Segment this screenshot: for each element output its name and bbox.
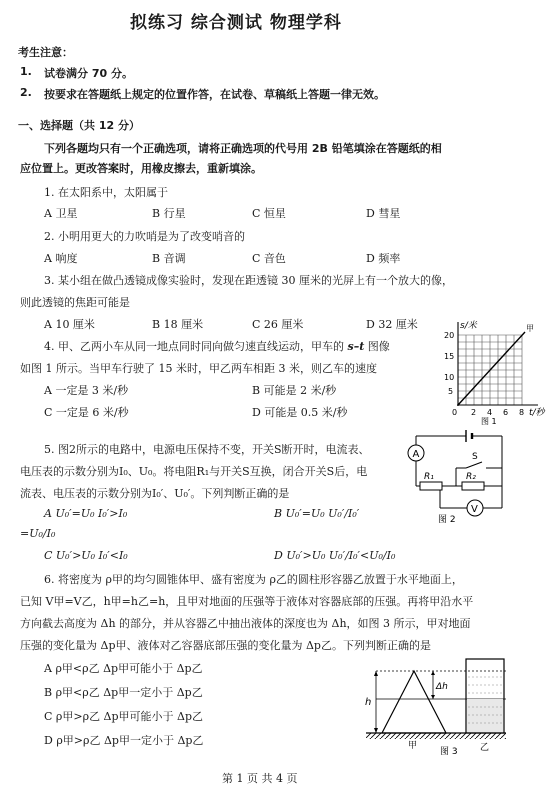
notice-item-1: 试卷满分 70 分。 bbox=[44, 67, 133, 80]
page-title: 拟练习 综合测试 物理学科 bbox=[130, 13, 342, 33]
q5-option-d: D U₀′>U₀ U₀′/I₀′<U₀/I₀ bbox=[274, 549, 396, 562]
ammeter-label: A bbox=[412, 449, 420, 460]
figure-3-right-label: 乙 bbox=[480, 743, 490, 753]
q5-stem-3: 流表、电压表的示数分别为I₀′、U₀′。下列判断正确的是 bbox=[20, 487, 290, 500]
cone-jia-icon bbox=[382, 671, 446, 733]
switch-label: S bbox=[472, 452, 478, 462]
q6-stem-4: 压强的变化量为 Δp甲、液体对乙容器底部压强的变化量为 Δp乙。下列判断正确的是 bbox=[20, 639, 431, 652]
q4-option-a: A 一定是 3 米/秒 bbox=[44, 384, 129, 397]
q2-option-c: C 音色 bbox=[252, 252, 286, 265]
section-heading: 一、选择题（共 12 分） bbox=[18, 119, 140, 132]
section-instructions-2: 应位置上。更改答案时，用橡皮擦去，重新填涂。 bbox=[20, 162, 262, 175]
figure-1-st-graph bbox=[438, 318, 550, 426]
h-label: h bbox=[365, 697, 372, 708]
q1-option-d: D 彗星 bbox=[366, 207, 401, 220]
figure-2-circuit bbox=[406, 426, 514, 526]
q4-option-d: D 可能是 0.5 米/秒 bbox=[252, 406, 348, 419]
q5-stem-2: 电压表的示数分别为I₀、U₀。将电阻R₁与开关S互换，闭合开关S后，电 bbox=[20, 465, 368, 478]
q5-option-b-cont: =U₀/I₀ bbox=[20, 527, 56, 540]
q1-stem: 1. 在太阳系中，太阳属于 bbox=[44, 186, 168, 199]
q2-option-a: A 响度 bbox=[44, 252, 78, 265]
q6-stem-2: 已知 V甲=V乙，h甲=h乙=h，且甲对地面的压强等于液体对容器底部的压强。再将甲沿水平 bbox=[20, 595, 474, 608]
q2-option-b: B 音调 bbox=[152, 252, 186, 265]
q4-option-b: B 可能是 2 米/秒 bbox=[252, 384, 337, 397]
notice-item-2-num: 2. bbox=[20, 86, 32, 99]
notice-heading: 考生注意： bbox=[18, 46, 73, 59]
q3-option-d: D 32 厘米 bbox=[366, 318, 418, 331]
dh-arrow-top bbox=[431, 671, 435, 675]
figure-1-xtick-8: 8 bbox=[519, 408, 525, 417]
q4-stem-st: s–t bbox=[347, 340, 365, 353]
figure-3-caption: 图 3 bbox=[440, 747, 458, 757]
figure-1-xlabel: t/秒 bbox=[529, 408, 545, 418]
figure-1-xtick-6: 6 bbox=[503, 408, 509, 417]
h-arrow-bottom bbox=[374, 728, 378, 733]
dh-label: Δh bbox=[436, 682, 448, 692]
q1-option-a: A 卫星 bbox=[44, 207, 78, 220]
q4-stem-1 bbox=[44, 338, 390, 354]
figure-1-xtick-4: 4 bbox=[487, 408, 493, 417]
figure-3-left-label: 甲 bbox=[408, 741, 418, 751]
voltmeter-label: V bbox=[471, 504, 478, 515]
q5-option-c: C U₀′>U₀ I₀′<I₀ bbox=[44, 549, 128, 562]
resistor-r1-icon bbox=[420, 482, 442, 490]
page-footer: 第 1 页 共 4 页 bbox=[222, 772, 298, 785]
figure-1-ytick-5: 5 bbox=[448, 387, 454, 396]
q3-stem-1: 3. 某小组在做凸透镜成像实验时，发现在距透镜 30 厘米的光屏上有一个放大的像， bbox=[44, 274, 453, 287]
q5-option-b: B U₀′=U₀ U₀′/I₀′ bbox=[274, 507, 360, 520]
q1-option-c: C 恒星 bbox=[252, 207, 286, 220]
q6-option-c: C ρ甲>ρ乙 Δp甲可能小于 Δp乙 bbox=[44, 710, 204, 723]
q6-option-a: A ρ甲<ρ乙 Δp甲可能小于 Δp乙 bbox=[44, 662, 203, 675]
section-instructions-1: 下列各题均只有一个正确选项，请将正确选项的代号用 2B 铅笔填涂在答题纸的相 bbox=[44, 142, 442, 155]
q4-stem-2: 如图 1 所示。当甲车行驶了 15 米时，甲乙两车相距 3 米，则乙车的速度 bbox=[20, 362, 377, 375]
notice-item-1-num: 1. bbox=[20, 65, 32, 78]
q3-option-b: B 18 厘米 bbox=[152, 318, 204, 331]
figure-2-caption: 图 2 bbox=[438, 515, 456, 525]
notice-item-2: 按要求在答题纸上规定的位置作答，在试卷、草稿纸上答题一律无效。 bbox=[44, 88, 385, 101]
q6-option-b: B ρ甲<ρ乙 Δp甲一定小于 Δp乙 bbox=[44, 686, 203, 699]
resistor-r2-label: R₂ bbox=[466, 472, 476, 482]
figure-1-caption: 图 1 bbox=[481, 417, 497, 426]
h-arrow-top bbox=[374, 671, 378, 676]
figure-1-line-label: 甲 bbox=[526, 324, 534, 333]
figure-1-ytick-20: 20 bbox=[444, 331, 455, 340]
dh-arrow-bottom bbox=[431, 695, 435, 699]
figure-1-ylabel: s/米 bbox=[460, 321, 477, 331]
figure-3-cone-container bbox=[356, 653, 516, 758]
q5-option-a: A U₀′=U₀ I₀′>I₀ bbox=[44, 507, 128, 520]
figure-1-line-jia bbox=[458, 332, 525, 405]
q4-stem-1-end: 图像 bbox=[367, 340, 390, 353]
q5-stem-1: 5. 图2所示的电路中，电源电压保持不变，开关S断开时，电流表、 bbox=[44, 443, 370, 456]
figure-1-ytick-15: 15 bbox=[444, 352, 455, 361]
container-yi-liquid bbox=[467, 699, 503, 732]
figure-1-ytick-10: 10 bbox=[444, 373, 455, 382]
q1-option-b: B 行星 bbox=[152, 207, 186, 220]
q4-stem-1-text: 4. 甲、乙两小车从同一地点同时同向做匀速直线运动，甲车的 bbox=[44, 340, 344, 353]
q4-option-c: C 一定是 6 米/秒 bbox=[44, 406, 129, 419]
figure-1-xtick-2: 2 bbox=[471, 408, 477, 417]
figure-1-xtick-0: 0 bbox=[452, 408, 458, 417]
resistor-r1-label: R₁ bbox=[424, 472, 434, 482]
q6-stem-3: 方向截去高度为 Δh 的部分，并从容器乙中抽出液体的深度也为 Δh，如图 3 所示，甲对地面 bbox=[20, 617, 471, 630]
q2-stem: 2. 小明用更大的力吹哨是为了改变哨音的 bbox=[44, 230, 245, 243]
q6-stem-1: 6. 将密度为 ρ甲的均匀圆锥体甲、盛有密度为 ρ乙的圆柱形容器乙放置于水平地面上， bbox=[44, 573, 463, 586]
q3-option-c: C 26 厘米 bbox=[252, 318, 304, 331]
q6-option-d: D ρ甲>ρ乙 Δp甲一定小于 Δp乙 bbox=[44, 734, 204, 747]
q2-option-d: D 频率 bbox=[366, 252, 401, 265]
resistor-r2-icon bbox=[462, 482, 484, 490]
q3-option-a: A 10 厘米 bbox=[44, 318, 95, 331]
ground-hatch bbox=[366, 733, 506, 739]
q3-stem-2: 则此透镜的焦距可能是 bbox=[20, 296, 130, 309]
